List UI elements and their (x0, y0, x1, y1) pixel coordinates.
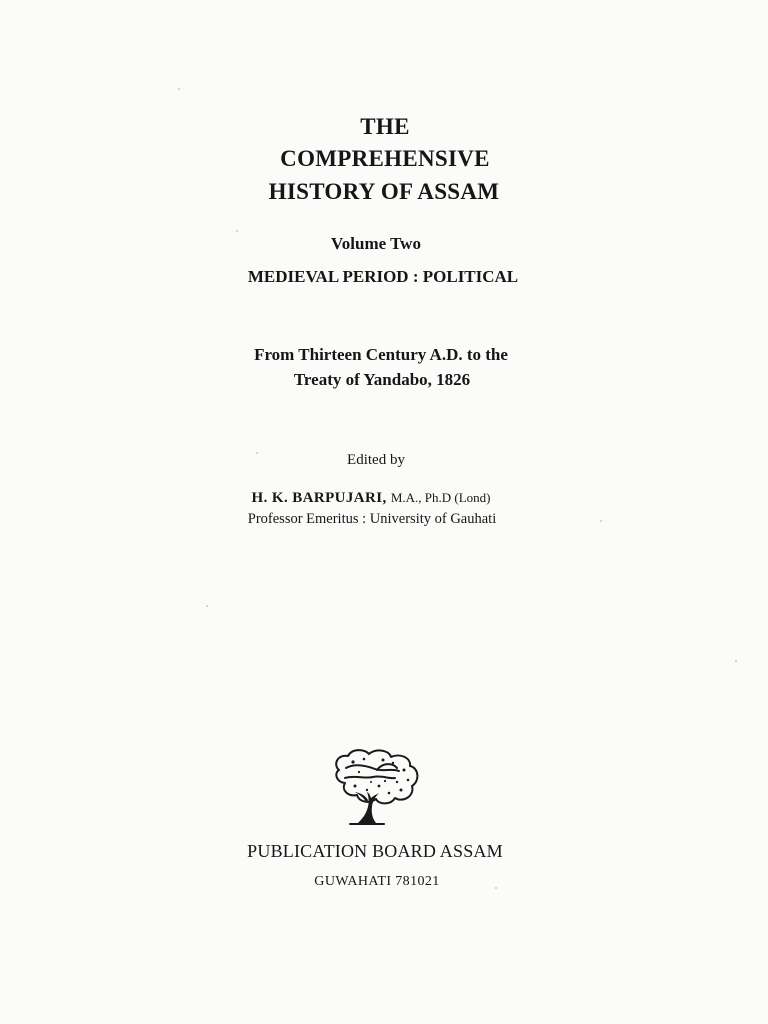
editor-position: Professor Emeritus : University of Gauhati (247, 511, 497, 527)
paper-speck (735, 660, 737, 662)
scope-line-2: Treaty of Yandabo, 1826 (293, 370, 471, 389)
publisher-name: PUBLICATION BOARD ASSAM (247, 841, 503, 861)
scope-line-1: From Thirteen Century A.D. to the (254, 345, 508, 364)
paper-speck (178, 88, 180, 90)
paper-speck (206, 605, 208, 607)
editor-line (252, 491, 491, 506)
editor-name: H. K. BARPUJARI, (251, 490, 387, 506)
editor-qualifications: M.A., Ph.D (Lond) (390, 490, 491, 505)
paper-speck (236, 230, 238, 232)
paper-speck (256, 452, 258, 454)
tree-logo-icon (331, 748, 423, 826)
edited-by-label: Edited by (347, 452, 405, 468)
title-line-3: HISTORY OF ASSAM (268, 179, 500, 204)
period-label: MEDIEVAL PERIOD : POLITICAL (247, 267, 519, 286)
paper-speck (495, 887, 497, 889)
title-line-2: COMPREHENSIVE (280, 146, 490, 171)
paper-speck (600, 520, 602, 522)
title-line-1: THE (360, 114, 410, 139)
publisher-city: GUWAHATI 781021 (314, 874, 440, 889)
volume-label: Volume Two (331, 234, 421, 253)
